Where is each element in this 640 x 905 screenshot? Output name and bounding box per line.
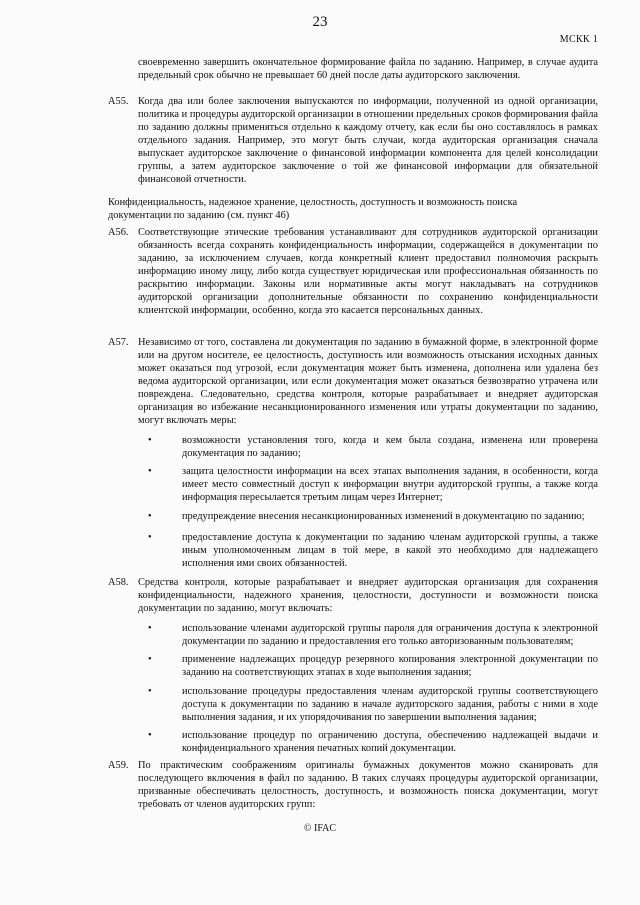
paragraph-a57 — [108, 336, 598, 427]
paragraph-number: A59. — [108, 760, 129, 771]
list-item-text: предупреждение внесения несанкционированных изменений в документацию по заданию; — [182, 511, 585, 522]
bullet-icon: • — [148, 654, 152, 665]
paragraph-a59 — [108, 759, 598, 811]
list-item — [148, 434, 598, 460]
paragraph-a58 — [108, 576, 598, 615]
paragraph-a56 — [108, 226, 598, 317]
list-item — [148, 685, 598, 724]
paragraph-a55 — [108, 95, 598, 186]
page-footer: © IFAC — [303, 823, 337, 834]
continuation-text: своевременно завершить окончательное формирование файла по заданию. Например, в случае аудита предельный срок обычно не превышает 60 дней после даты аудиторского заключения. — [138, 57, 598, 81]
bullet-icon: • — [148, 623, 152, 634]
paragraph-number: A58. — [108, 577, 129, 588]
list-item-text: использование процедуры предоставления членам аудиторской группы соответствующего доступа к документации по заданию в начале аудиторского задания, работы с ними в ходе выполнения задания, и их упорядочивания по завершении выполнения задания; — [182, 686, 598, 723]
list-item — [148, 465, 598, 504]
bullet-icon: • — [148, 532, 152, 543]
paragraph-text: По практическим соображениям оригиналы бумажных документов можно сканировать для последующего включения в файл по заданию. В таких случаях процедуры аудиторской организации, призванные обеспечивать целостность, доступность, и возможность поиска документации, могут требовать от членов аудиторских групп: — [138, 760, 598, 810]
paragraph-text: Средства контроля, которые разрабатывает и внедряет аудиторская организация для сохранения конфиденциальности, надежного хранения, целостности, доступности и возможности поиска документации по заданию, могут включать: — [138, 577, 598, 614]
list-item — [148, 510, 598, 523]
bullet-icon: • — [148, 686, 152, 697]
list-item — [148, 622, 598, 648]
bullet-icon: • — [148, 511, 152, 522]
paragraph-text: Соответствующие этические требования устанавливают для сотрудников аудиторской организации обязанность всегда сохранять конфиденциальность информации, содержащейся в документации по заданию, за исключением случаев, когда конкретный клиент предоставил полномочия раскрыть информацию иному лицу, либо когда существует юридическая или профессиональная обязанность по раскрытию информации. Законы или нормативные акты могут накладывать на сотрудников аудиторской организации дополнительные обязанности по сохранению конфиденциальности клиентской информации, особенно, когда это касается персональных данных. — [138, 227, 598, 316]
page-number: 23 — [312, 14, 328, 30]
list-item — [148, 653, 598, 679]
list-item-text: предоставление доступа к документации по заданию членам аудиторской группы, а также иным уполномоченным лицам в той мере, в какой это необходимо для надлежащего исполнения ими своих обязанностей. — [182, 532, 598, 569]
paragraph-number: A55. — [108, 96, 129, 107]
bullet-icon: • — [148, 466, 152, 477]
list-item — [148, 729, 598, 755]
list-item — [148, 531, 598, 570]
paragraph-text: Независимо от того, составлена ли документация по заданию в бумажной форме, в электронной форме или на другом носителе, ее целостность, доступность или возможность отыскания исходных данных может оказаться под угрозой, если документация может быть изменена, дополнена или удалена без ведома аудиторской организации, или если документация может оказаться безвозвратно утрачена или повреждена. Следовательно, средства контроля, которые разрабатывает и внедряет аудиторская организация во избежание несанкционированного изменения или утраты документации по заданию, могут включать меры: — [138, 337, 598, 426]
list-item-text: применение надлежащих процедур резервного копирования электронной документации по заданию на соответствующих этапах в ходе выполнения задания; — [182, 654, 598, 678]
paragraph-number: A57. — [108, 337, 129, 348]
paragraph-number: A56. — [108, 227, 129, 238]
bullet-icon: • — [148, 730, 152, 741]
bullet-icon: • — [148, 435, 152, 446]
list-item-text: использование процедур по ограничению доступа, обеспечению надлежащей выдачи и конфиденциального хранения печатных копий документации. — [182, 730, 598, 754]
section-heading: Конфиденциальность, надежное хранение, целостность, доступность и возможность поиска документации по заданию (см. пункт 46) — [108, 197, 518, 221]
list-item-text: защита целостности информации на всех этапах выполнения задания, в особенности, когда имеет место совместный доступ к информации внутри аудиторской группы, а также когда информация пересылается третьим лицам через Интернет; — [182, 466, 598, 503]
list-item-text: использование членами аудиторской группы пароля для ограничения доступа к электронной документации по заданию и предоставления его только авторизованным пользователям; — [182, 623, 598, 647]
running-head: МСКК 1 — [559, 34, 598, 45]
paragraph-text: Когда два или более заключения выпускаются по информации, полученной из одной организации, политика и процедуры аудиторской организации в отношении предельных сроков формирования файла по заданию должны применяться отдельно к каждому отчету, как если бы оно составлялось в рамках отдельного задания. Например, это могут быть случаи, когда аудиторская организация сначала выпускает аудиторское заключение о финансовой информации компонента для целей консолидации группы, а затем аудиторское заключение о той же финансовой информации для обязательной финансовой отчетности. — [138, 96, 598, 185]
list-item-text: возможности установления того, когда и кем была создана, изменена или проверена документация по заданию; — [182, 435, 598, 459]
